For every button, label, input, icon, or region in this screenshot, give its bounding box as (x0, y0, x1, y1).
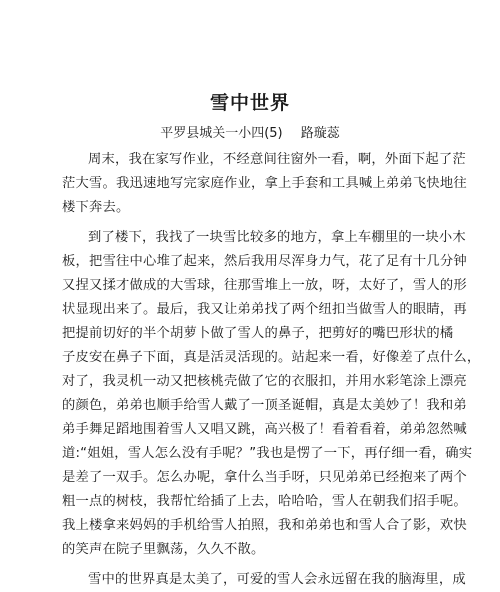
page-title: 雪中世界 (209, 92, 290, 114)
paragraph-line: 子皮安在鼻子下面，真是活灵活现的。站起来一看，好像差了点什么， (62, 350, 481, 365)
paragraph-line: 雪中的世界真是太美了，可爱的雪人会永远留在我的脑海里，成 (88, 572, 466, 587)
paragraph-line: 到了楼下，我找了一块雪比较多的地方，拿上车棚里的一块小木 (88, 230, 466, 245)
paragraph-line: 的笑声在院子里飘荡，久久不散。 (62, 542, 265, 557)
paragraph (62, 226, 481, 562)
paragraph-line: 楼下奔去。 (62, 200, 130, 215)
paragraph (62, 148, 467, 220)
paragraph (62, 568, 466, 592)
paragraph-line: 状显现出来了。最后，我又让弟弟找了两个纽扣当做雪人的眼睛，再 (62, 302, 467, 317)
paragraph-line: 周末，我在家写作业，不经意间往窗外一看，啊，外面下起了茫 (88, 152, 466, 167)
paragraph-line: 的颜色，弟弟也顺手给雪人戴了一顶圣诞帽，真是太美妙了！我和弟 (62, 398, 467, 413)
paragraph-line: 板，把雪往中心堆了起来，然后我用尽浑身力气，花了足有十几分钟 (62, 254, 467, 269)
paragraph-line: 又捏又揉才做成的大雪球，往那雪堆上一放，呀，太好了，雪人的形 (62, 278, 467, 293)
paragraph-line: 对了，我灵机一动又把核桃壳做了它的衣服扣，并用水彩笔涂上漂亮 (62, 374, 467, 389)
paragraph-line: 我上楼拿来妈妈的手机给雪人拍照，我和弟弟也和雪人合了影，欢快 (62, 518, 467, 533)
paragraph-line: 是差了一双手。怎么办呢，拿什么当手呀，只见弟弟已经抱来了两个 (62, 470, 467, 485)
paragraph-line: 道:“姐姐，雪人怎么没有手呢？”我也是愣了一下，再仔细一看，确实 (62, 446, 473, 461)
paragraph-line: 茫大雪。我迅速地写完家庭作业，拿上手套和工具喊上弟弟飞快地往 (62, 176, 467, 191)
author-byline: 平罗县城关一小四(5) 路璇蕊 (160, 126, 340, 141)
paragraph-line: 弟手舞足蹈地围着雪人又唱又跳，高兴极了！看着看着，弟弟忽然喊 (62, 422, 467, 437)
article-body (62, 148, 481, 592)
paragraph-line: 粗一点的树枝，我帮忙给插了上去，哈哈哈，雪人在朝我们招手呢。 (62, 494, 467, 509)
paragraph-line: 把提前切好的半个胡萝卜做了雪人的鼻子，把剪好的嘴巴形状的橘 (62, 326, 454, 341)
